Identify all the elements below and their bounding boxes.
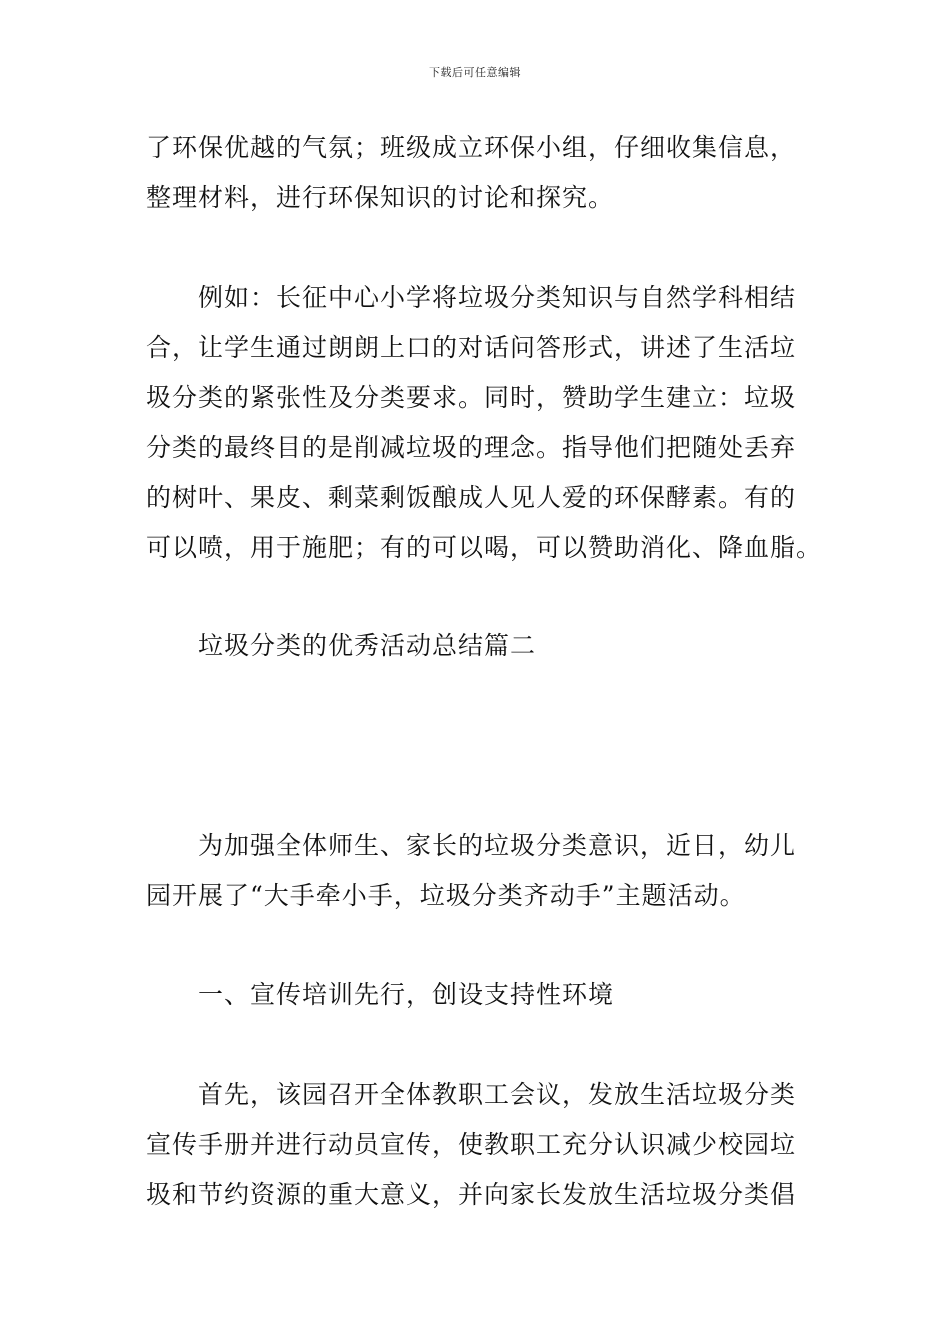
text-line: 合，让学生通过朗朗上口的对话问答形式，讲述了生活垃 [146,333,797,362]
text-line: 了环保优越的气氛；班级成立环保小组，仔细收集信息， [146,133,797,162]
heading-line: 垃圾分类的优秀活动总结篇二 [198,631,537,660]
text-line: 园开展了“大手牵小手，垃圾分类齐动手”主题活动。 [146,881,746,910]
subsection-heading [146,970,806,1020]
text-line: 分类的最终目的是削减垃圾的理念。指导他们把随处丢弃 [146,433,797,462]
heading-line: 一、宣传培训先行，创设支持性环境 [198,980,615,1009]
section-heading [146,621,806,671]
text-line: 可以喷，用于施肥；有的可以喝，可以赞助消化、降血脂。 [146,533,823,562]
page-header: 下载后可任意编辑 [429,66,521,79]
text-line: 例如：长征中心小学将垃圾分类知识与自然学科相结 [198,283,797,312]
paragraph-intro [146,123,806,223]
paragraph-example [146,273,823,573]
text-line: 整理材料，进行环保知识的讨论和探究。 [146,183,615,212]
text-line: 的树叶、果皮、剩菜剩饭酿成人见人爱的环保酵素。有的 [146,483,797,512]
paragraph-training [146,1070,806,1220]
text-line: 圾和节约资源的重大意义，并向家长发放生活垃圾分类倡 [146,1180,797,1209]
paragraph-activity [146,821,806,921]
text-line: 为加强全体师生、家长的垃圾分类意识，近日，幼儿 [198,831,797,860]
text-line: 圾分类的紧张性及分类要求。同时，赞助学生建立：垃圾 [146,383,797,412]
text-line: 宣传手册并进行动员宣传，使教职工充分认识减少校园垃 [146,1130,797,1159]
text-line: 首先，该园召开全体教职工会议，发放生活垃圾分类 [198,1080,797,1109]
